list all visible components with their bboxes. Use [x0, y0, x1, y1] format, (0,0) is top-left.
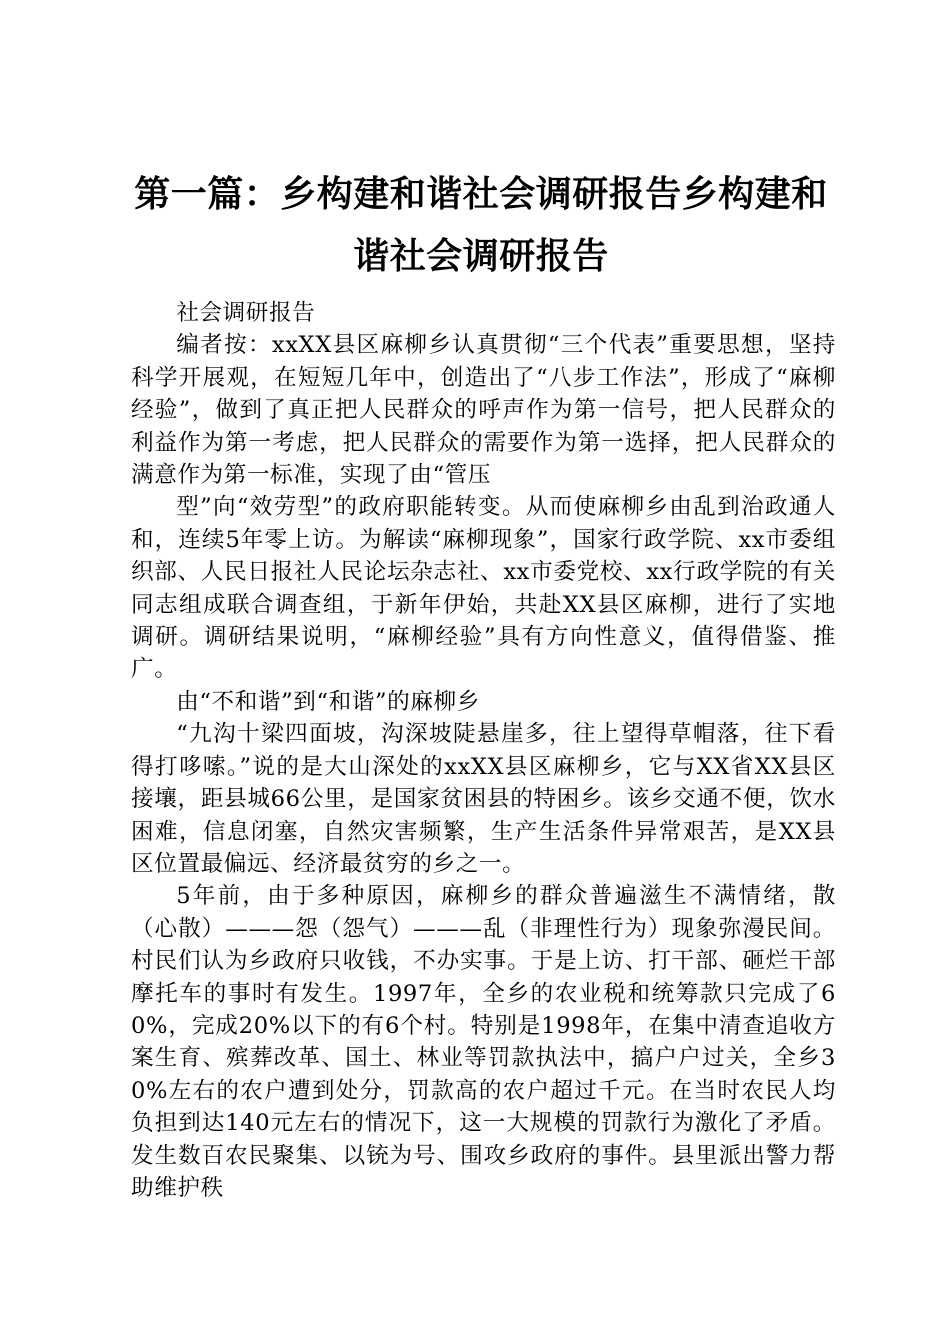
paragraph-subheading: 由“不和谐”到“和谐”的麻柳乡 — [176, 688, 480, 715]
paragraph-history: 5年前，由于多种原因，麻柳乡的群众普遍滋生不满情绪，散（心散）———怨（怨气）———乱（非理性行为）现象弥漫民间。村民们认为乡政府只收钱，不办实事。于是上访、打干部、砸烂干部摩托车的事时有发生。1997年，全乡的农业税和统筹款只完成了60%，完成20%以下的有6个村。特别是1998年，在集中清查追收方案生育、殡葬改革、国土、林业等罚款执法中，搞户户过关，全乡30%左右的农户遭到处分，罚款高的农户超过千元。在当时农民人均负担到达140元左右的情况下，这一大规模的罚款行为激化了矛盾。发生数百农民聚集、以铳为号、围攻乡政府的事件。县里派出警力帮助维护秩 — [131, 883, 836, 1201]
paragraph-geography: “九沟十梁四面坡，沟深坡陡悬崖多，往上望得草帽落，往下看得打哆嗦。”说的是大山深处的xxXX县区麻柳乡，它与XX省XX县区接壤，距县城66公里，是国家贫困县的特困乡。该乡交通不便，饮水困难，信息闭塞，自然灾害频繁，生产生活条件异常艰苦，是XX县区位置最偏远、经济最贫穷的乡之一。 — [131, 721, 836, 877]
paragraph-editor-note: 编者按：xxXX县区麻柳乡认真贯彻“三个代表”重要思想，坚持科学开展观，在短短几年中，创造出了“八步工作法”，形成了“麻柳经验”，做到了真正把人民群众的呼声作为第一信号，把人民群众的利益作为第一考虑，把人民群众的需要作为第一选择，把人民群众的满意作为第一标准，实现了由“管压 — [131, 332, 836, 489]
document-body — [131, 297, 836, 1204]
paragraph-transformation: 型”向“效劳型”的政府职能转变。从而使麻柳乡由乱到治政通人和，连续5年零上访。为解读“麻柳现象”，国家行政学院、xx市委组织部、人民日报社人民论坛杂志社、xx市委党校、xx行政学院的有关同志组成联合调查组，于新年伊始，共赴XX县区麻柳，进行了实地调研。调研结果说明，“麻柳经验”具有方向性意义，值得借鉴、推广。 — [131, 494, 836, 683]
document-title: 第一篇：乡构建和谐社会调研报告乡构建和谐社会调研报告 — [134, 173, 828, 277]
paragraph-heading: 社会调研报告 — [176, 300, 316, 326]
